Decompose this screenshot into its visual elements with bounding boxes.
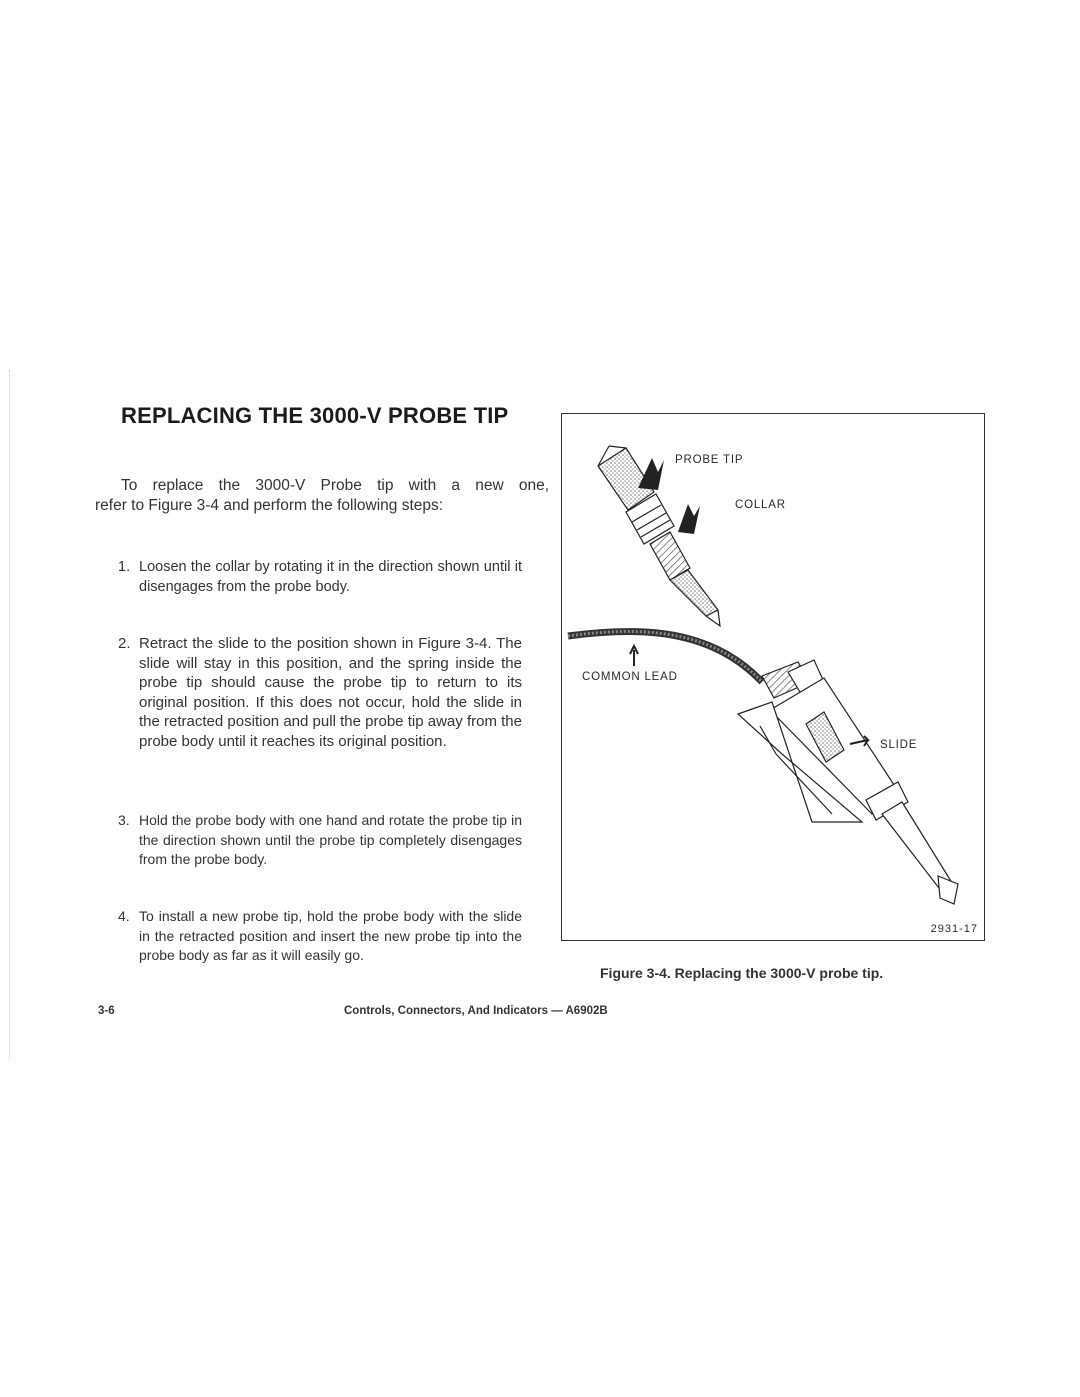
scan-margin-line: [9, 370, 10, 1060]
step-number: 4.: [118, 908, 130, 924]
step-2: [118, 634, 522, 751]
intro-line-2: refer to Figure 3-4 and perform the following steps:: [95, 497, 444, 514]
step-text: Hold the probe body with one hand and rotate the probe tip in the direction shown until the probe tip completely disengages from the probe body.: [139, 812, 522, 867]
figure-number: 2931-17: [930, 923, 978, 935]
collar-label: COLLAR: [735, 499, 786, 511]
figure-caption: Figure 3-4. Replacing the 3000-V probe tip.: [600, 965, 884, 981]
step-number: 2.: [118, 635, 131, 652]
slide-label: SLIDE: [880, 739, 918, 751]
step-1: [118, 558, 522, 597]
common-lead-label: COMMON LEAD: [582, 671, 678, 683]
probe-tip-label: PROBE TIP: [675, 454, 744, 466]
probe-shaft: [670, 570, 718, 616]
intro-paragraph: [95, 476, 549, 516]
section-title: REPLACING THE 3000-V PROBE TIP: [121, 403, 509, 428]
common-lead-arrow-icon: [630, 646, 638, 666]
running-footer: Controls, Connectors, And Indicators — A6902B: [344, 1005, 608, 1017]
step-text: To install a new probe tip, hold the probe body with the slide in the retracted position and insert the new probe tip into the probe body as far as it will easily go.: [139, 908, 522, 963]
step-number: 1.: [118, 559, 131, 575]
figure-3-4: [561, 413, 985, 941]
step-text: Loosen the collar by rotating it in the direction shown until it disengages from the probe body.: [139, 559, 522, 595]
step-number: 3.: [118, 812, 130, 828]
step-3: [118, 811, 522, 870]
page-number: 3-6: [98, 1005, 115, 1017]
step-4: [118, 907, 522, 966]
step-text: Retract the slide to the position shown in Figure 3-4. The slide will stay in this position, and the spring inside the probe tip should cause the probe tip to return to its original position. If this does not occur, hold the slide in the retracted position and pull the probe tip away from the probe body until it reaches its original position.: [139, 635, 522, 750]
probe-body: [738, 660, 958, 904]
intro-line-1: To replace the 3000-V Probe tip with a new one,: [121, 477, 549, 494]
